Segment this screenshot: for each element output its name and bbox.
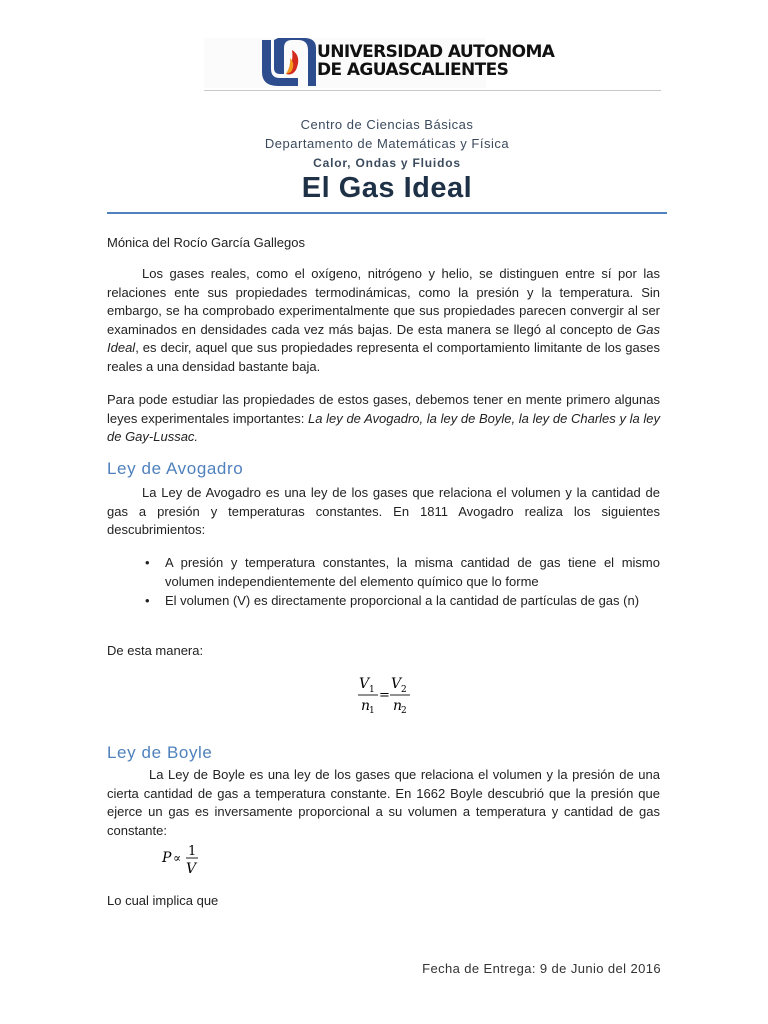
formula-one: 1	[188, 844, 197, 859]
intro-p1-end: , es decir, aquel que sus propiedades representa el comportamiento limitante de los gases reales a una densidad bastante baja.	[107, 340, 660, 374]
list-item	[145, 553, 660, 591]
formula-v: V	[186, 861, 197, 877]
formula-v1: V	[359, 676, 370, 692]
formula-p: P	[162, 850, 172, 866]
author-name: Mónica del Rocío García Gallegos	[107, 235, 305, 250]
boyle-after-text: Lo cual implica que	[107, 893, 219, 908]
list-item-text: A presión y temperatura constantes, la misma cantidad de gas tiene el mismo volumen independientemente del elemento químico que lo forme	[165, 555, 660, 589]
intro-p2-text: Para pode estudiar las propiedades de estos gases, debemos tener en mente primero algunas leyes experimentales importantes:	[107, 392, 660, 426]
university-logo	[204, 38, 555, 88]
intro-p1-text: Los gases reales, como el oxígeno, nitrógeno y helio, se distinguen entre sí por las relaciones ente sus propiedades termodinámicas, como la presión y la temperatura. Sin embargo, se ha comprobado experimentalmente que sus propiedades parecen convergir al ser examinados en densidades cada vez más bajas. De esta manera se llegó al concepto de	[107, 266, 660, 337]
formula-v2-sub: 2	[401, 685, 407, 695]
boyle-formula	[160, 841, 210, 881]
center-name: Centro de Ciencias Básicas	[300, 117, 474, 132]
department-name: Departamento de Matemáticas y Física	[264, 136, 510, 151]
list-item	[145, 591, 660, 610]
formula-n1-sub: 1	[369, 706, 375, 716]
formula-n2-sub: 2	[401, 706, 407, 716]
bullet-icon: •	[145, 593, 150, 608]
avogadro-after-text: De esta manera:	[107, 643, 204, 658]
intro-paragraph-1	[107, 265, 660, 376]
heading-boyle: Ley de Boyle	[107, 743, 213, 762]
formula-n2: n	[393, 698, 403, 714]
avogadro-paragraph: La Ley de Avogadro es una ley de los gases que relaciona el volumen y la cantidad de gas a presión y temperaturas constantes. En 1811 Avogadro realiza los siguientes descubrimientos:	[107, 485, 660, 537]
formula-equals: =	[379, 688, 390, 703]
intro-p2-italic: La ley de Avogadro, la ley de Boyle, la ley de Charles y la ley de Gay-Lussac.	[107, 410, 661, 444]
formula-n1: n	[361, 698, 371, 714]
title-divider	[107, 212, 667, 214]
course-name: Calor, Ondas y Fluidos	[313, 156, 461, 170]
list-item-text: El volumen (V) es directamente proporcional a la cantidad de partículas de gas (n)	[165, 593, 640, 608]
boyle-paragraph: La Ley de Boyle es una ley de los gases que relaciona el volumen y la presión de una cierta cantidad de gas a temperatura constante. En 1662 Boyle descubrió que la presión que ejerce un gas es inversamente proporcional a su volumen a temperatura y cantidad de gas constante:	[107, 767, 660, 838]
header-divider	[204, 90, 661, 91]
uaa-logo-icon	[258, 38, 318, 88]
heading-avogadro: Ley de Avogadro	[107, 459, 244, 478]
formula-proportional: ∝	[173, 851, 182, 865]
delivery-date: Fecha de Entrega: 9 de Junio del 2016	[422, 961, 661, 976]
avogadro-bullet-list	[145, 553, 660, 610]
avogadro-formula	[356, 672, 416, 718]
intro-paragraph-2	[107, 391, 660, 447]
formula-v1-sub: 1	[369, 685, 375, 695]
formula-v2: V	[391, 676, 402, 692]
document-title: El Gas Ideal	[301, 172, 473, 204]
bullet-icon: •	[145, 555, 150, 570]
intro-p1-italic: Gas Ideal	[107, 321, 660, 355]
logo-text-line1: UNIVERSIDAD AUTONOMA	[317, 42, 555, 62]
logo-text-line2: DE AGUASCALIENTES	[317, 60, 509, 80]
